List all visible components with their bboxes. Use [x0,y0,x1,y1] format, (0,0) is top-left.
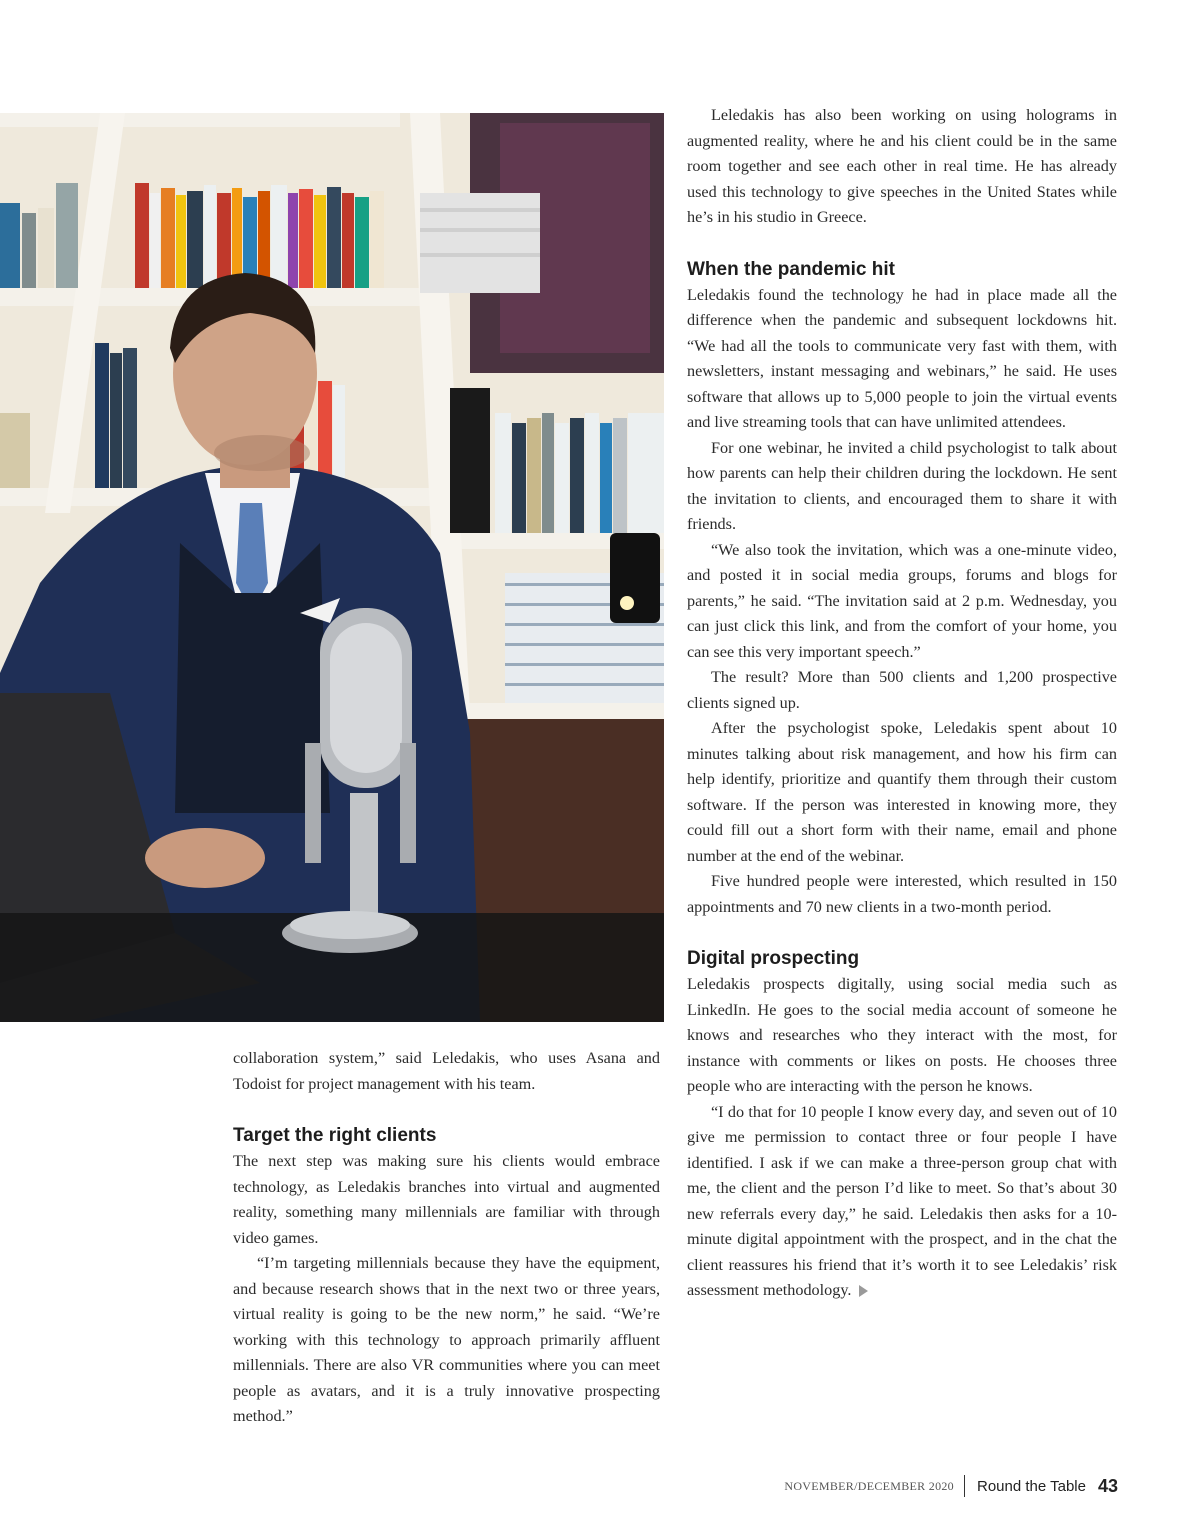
magazine-name: Round the Table [976,1477,1086,1495]
page-footer [784,1472,1118,1500]
paragraph: After the psychologist spoke, Leledakis spent about 10 minutes talking about risk management, and how his firm can help identify, prioritize and quantify them through their custom software. If the person was interested in knowing more, they could fill out a short form with their name, email and phone number at the end of the webinar. [687,719,1117,865]
article-photo [0,113,664,1022]
section-heading-target-clients: Target the right clients [233,1125,437,1146]
intro-paragraph: Leledakis has also been working on using holograms in augmented reality, where he and his client could be in the same room together and see each other in real time. He has already used this technology to give speeches in the United States while he’s in his studio in Greece. [687,106,1117,226]
left-column [233,1046,660,1430]
paragraph: For one webinar, he invited a child psychologist to talk about how parents can help their children during the lockdown. He sent the invitation to clients, and encouraged them to share it with friends. [687,438,1117,533]
page-number: 43 [1097,1475,1118,1496]
section-heading-pandemic: When the pandemic hit [687,258,895,280]
paragraph: “I’m targeting millennials because they have the equipment, and because research shows that in the next two or three years, virtual reality is going to be the new norm,” he said. “We’re working with this technology to approach primarily affluent millennials. There are also VR communities where you can meet people as avatars, and it is a truly innovative prospecting method.” [233,1254,660,1425]
continued-paragraph: collaboration system,” said Leledakis, who uses Asana and Todoist for project management with his team. [233,1049,660,1093]
paragraph: Leledakis prospects digitally, using social media such as LinkedIn. He goes to the social media account of someone he knows and researches who they interact with the most, for instance with comments or likes on posts. He chooses three people who are interacting with the person he knows. [687,975,1117,1095]
paragraph-final [687,1100,1117,1304]
paragraph: Five hundred people were interested, which resulted in 150 appointments and 70 new clients in a two-month period. [687,872,1117,916]
paragraph: The result? More than 500 clients and 1,200 prospective clients signed up. [687,668,1117,712]
paragraph: Leledakis found the technology he had in place made all the difference when the pandemic and subsequent lockdowns hit. “We had all the tools to communicate very fast with them, with newsletters, instant messaging and webinars,” he said. He uses software that allows up to 5,000 people to join the virtual events and live streaming tools that can have unlimited attendees. [687,285,1117,431]
right-column [687,103,1117,1304]
section-heading-digital-prospecting: Digital prospecting [687,948,860,969]
final-text: “I do that for 10 people I know every day, and seven out of 10 give me permission to contact three or four people I have identified. I ask if we can make a three-person group chat with me, the client and the person I’d like to meet. So that’s about 30 new referrals every day,” he said. Leledakis then asks for a 10-minute digital appointment with the prospect, and in the chat the client reassures his friend that it’s worth it to see Leledakis’ risk assessment methodology. [687,1102,1117,1299]
issue-date: NOVEMBER/DECEMBER 2020 [784,1478,954,1493]
footer-divider [964,1475,965,1497]
triangle-right-icon [859,1285,868,1297]
paragraph: “We also took the invitation, which was a one-minute video, and posted it in social media groups, forums and blogs for parents,” he said. “The invitation said at 2 p.m. Wednesday, you can just click this link, and from the comfort of your home, you can see this very important speech.” [687,540,1117,661]
paragraph: The next step was making sure his clients would embrace technology, as Leledakis branches into virtual and augmented reality, something many millennials are familiar with through video games. [233,1152,660,1247]
photo-illustration [0,113,664,1022]
